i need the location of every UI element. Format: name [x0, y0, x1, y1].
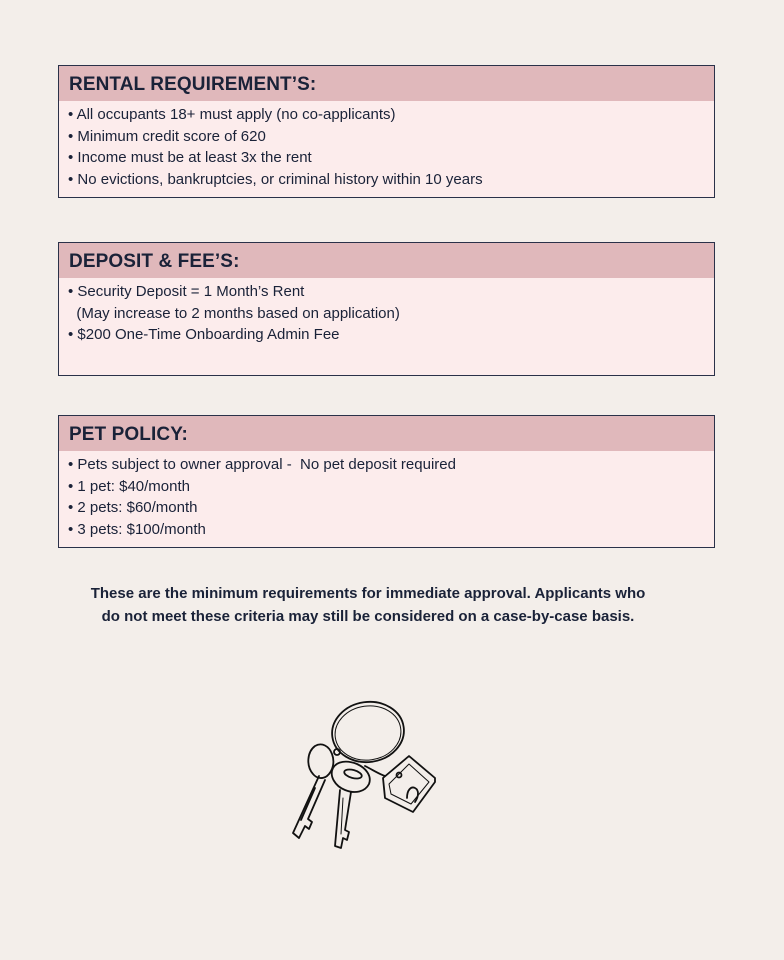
- list-item: • 3 pets: $100/month: [68, 520, 206, 538]
- list-item: • Security Deposit = 1 Month’s Rent: [68, 283, 305, 300]
- rental-requirements-list: [59, 101, 714, 190]
- pet-policy-title: PET POLICY:: [59, 416, 714, 451]
- list-item: • All occupants 18+ must apply (no co-applicants): [68, 106, 396, 123]
- list-item: • $200 One-Time Onboarding Admin Fee: [68, 326, 340, 344]
- deposit-fees-box: [58, 242, 715, 376]
- approval-note-line-1: These are the minimum requirements for immediate approval. Applicants who: [90, 585, 646, 602]
- rental-requirements-title: RENTAL REQUIREMENT’S:: [59, 66, 714, 101]
- approval-note: [58, 582, 678, 628]
- pet-policy-list: [59, 451, 714, 540]
- house-keys-icon: [285, 698, 455, 858]
- approval-note-line-2: do not meet these criteria may still be considered on a case-by-case basis.: [101, 608, 635, 625]
- list-item: (May increase to 2 months based on application): [68, 304, 400, 322]
- list-item: • 1 pet: $40/month: [68, 477, 190, 495]
- list-item: • Minimum credit score of 620: [68, 127, 266, 145]
- deposit-fees-list: [59, 278, 714, 346]
- deposit-fees-title: DEPOSIT & FEE’S:: [59, 243, 714, 278]
- list-item: • Pets subject to owner approval - No pet deposit required: [68, 456, 456, 473]
- rental-requirements-box: [58, 65, 715, 198]
- pet-policy-box: [58, 415, 715, 548]
- list-item: • 2 pets: $60/month: [68, 499, 198, 517]
- list-item: • Income must be at least 3x the rent: [68, 149, 312, 167]
- list-item: • No evictions, bankruptcies, or criminal history within 10 years: [68, 170, 483, 188]
